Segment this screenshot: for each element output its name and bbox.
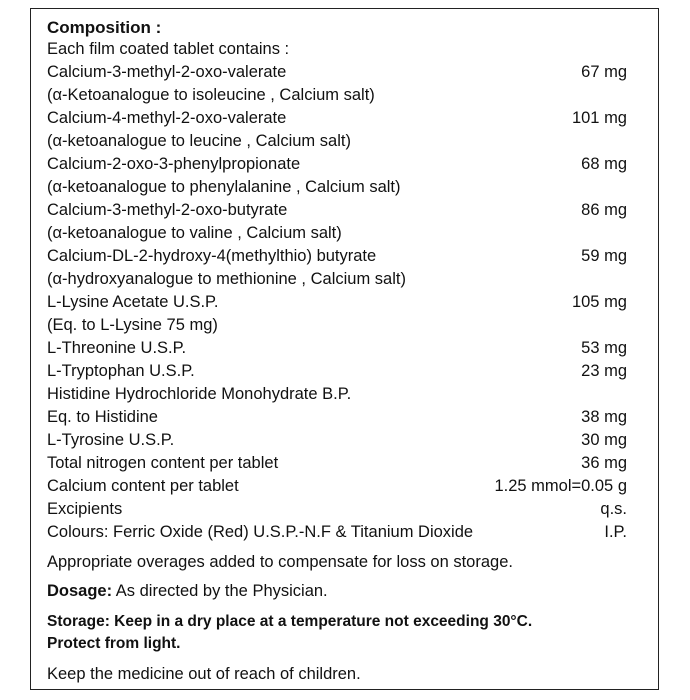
ingredient-amount: 36 mg (581, 454, 627, 472)
ingredient-name: (α-ketoanalogue to leucine , Calcium salt) (47, 132, 351, 150)
ingredient-name: Total nitrogen content per tablet (47, 454, 279, 472)
ingredient-row (47, 337, 627, 360)
ingredient-row (47, 406, 627, 429)
ingredient-name: Excipients (47, 500, 123, 518)
ingredient-row (47, 61, 627, 84)
composition-intro (47, 38, 627, 61)
ingredient-amount: 101 mg (571, 109, 627, 127)
ingredient-row (47, 291, 627, 314)
overages-note: Appropriate overages added to compensate for loss on storage. (47, 553, 513, 571)
ingredient-amount: 1.25 mmol=0.05 g (494, 477, 627, 495)
label-content (47, 17, 627, 685)
ingredient-row (47, 360, 627, 383)
ingredient-amount: 30 mg (581, 431, 627, 449)
ingredient-row (47, 475, 627, 498)
ingredient-name: Calcium-3-methyl-2-oxo-valerate (47, 63, 287, 81)
ingredient-name: L-Threonine U.S.P. (47, 339, 187, 357)
ingredient-row (47, 314, 627, 337)
ingredient-row (47, 176, 627, 199)
ingredient-row (47, 222, 627, 245)
ingredient-name: Calcium-3-methyl-2-oxo-butyrate (47, 201, 288, 219)
dosage-label: Dosage: (47, 582, 113, 600)
storage-line-2: Protect from light. (47, 635, 181, 652)
ingredient-row (47, 153, 627, 176)
ingredient-amount: I.P. (604, 523, 627, 541)
ingredient-amount: 59 mg (581, 247, 627, 265)
ingredient-amount: 53 mg (581, 339, 627, 357)
ingredient-row (47, 245, 627, 268)
ingredient-name: Calcium-2-oxo-3-phenylpropionate (47, 155, 301, 173)
dosage-text: As directed by the Physician. (112, 582, 328, 600)
composition-intro-text: Each film coated tablet contains : (47, 40, 290, 58)
keep-away-note: Keep the medicine out of reach of children. (47, 665, 361, 683)
dosage-note (47, 580, 627, 602)
ingredient-row (47, 521, 627, 544)
ingredient-name: L-Tyrosine U.S.P. (47, 431, 175, 449)
ingredient-name: L-Tryptophan U.S.P. (47, 362, 195, 380)
ingredient-row (47, 130, 627, 153)
ingredient-name: (α-Ketoanalogue to isoleucine , Calcium salt) (47, 86, 375, 104)
composition-title: Composition : (47, 18, 162, 37)
ingredient-row (47, 429, 627, 452)
composition-list (47, 61, 627, 544)
ingredient-row (47, 383, 627, 406)
ingredient-row (47, 452, 627, 475)
label-frame (30, 8, 659, 690)
ingredient-name: L-Lysine Acetate U.S.P. (47, 293, 219, 311)
ingredient-name: Calcium-4-methyl-2-oxo-valerate (47, 109, 287, 127)
ingredient-amount: 68 mg (581, 155, 627, 173)
ingredient-amount: 105 mg (571, 293, 627, 311)
ingredient-amount: 38 mg (581, 408, 627, 426)
ingredient-name: Calcium-DL-2-hydroxy-4(methylthio) butyrate (47, 247, 377, 265)
ingredient-amount: 67 mg (581, 63, 627, 81)
ingredient-row (47, 498, 627, 521)
storage-line-1: Storage: Keep in a dry place at a temperature not exceeding 30°C. (47, 613, 533, 630)
ingredient-amount: 23 mg (581, 362, 627, 380)
ingredient-name: (α-ketoanalogue to valine , Calcium salt) (47, 224, 342, 242)
ingredient-name: Histidine Hydrochloride Monohydrate B.P. (47, 385, 352, 403)
ingredient-name: (Eq. to L-Lysine 75 mg) (47, 316, 218, 334)
ingredient-amount: q.s. (600, 500, 627, 518)
ingredient-name: (α-ketoanalogue to phenylalanine , Calcium salt) (47, 178, 401, 196)
ingredient-row (47, 199, 627, 222)
ingredient-name: (α-hydroxyanalogue to methionine , Calcium salt) (47, 270, 406, 288)
ingredient-amount: 86 mg (581, 201, 627, 219)
ingredient-name: Colours: Ferric Oxide (Red) U.S.P.-N.F & Titanium Dioxide (47, 523, 474, 541)
ingredient-name: Eq. to Histidine (47, 408, 158, 426)
storage-note (47, 611, 627, 655)
ingredient-row (47, 268, 627, 291)
ingredient-name: Calcium content per tablet (47, 477, 239, 495)
ingredient-row (47, 84, 627, 107)
ingredient-row (47, 107, 627, 130)
